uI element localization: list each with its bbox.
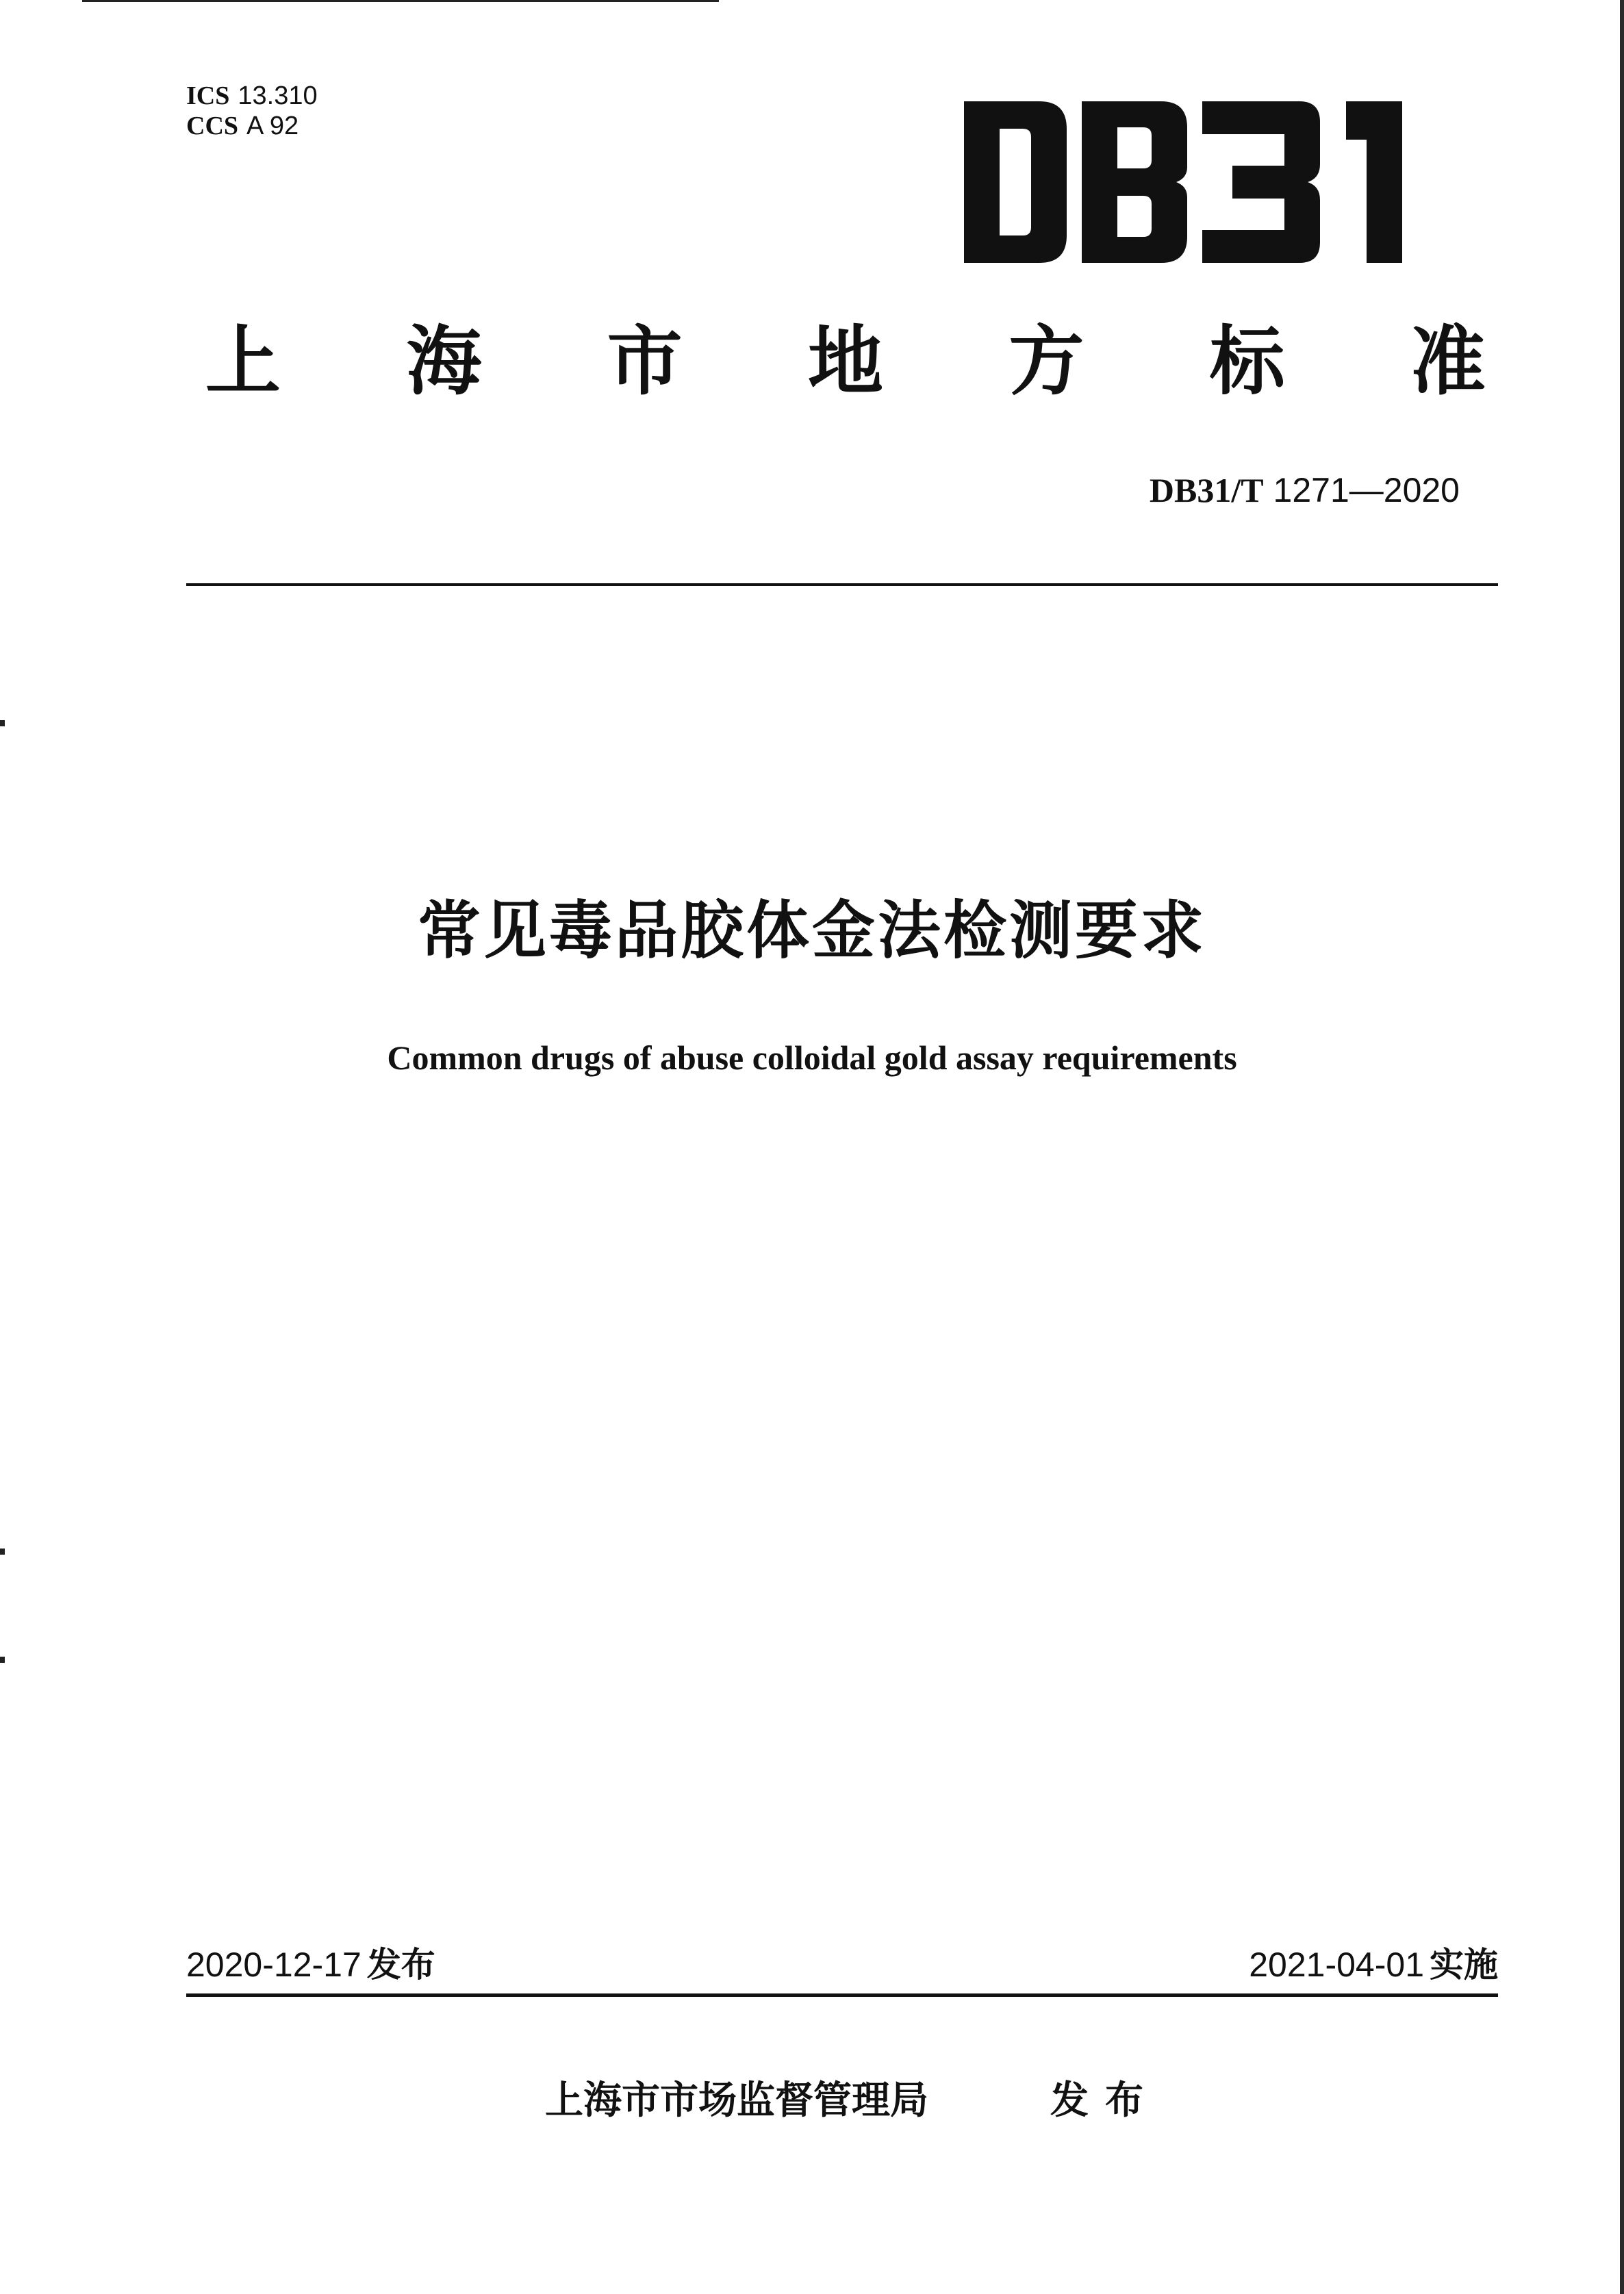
- scan-artifact-right-edge: [1620, 0, 1624, 2294]
- standard-type-char: 准: [1410, 318, 1486, 405]
- publisher-name: 上海市市场监督管理局: [545, 2078, 928, 2123]
- standard-type-char: 上: [205, 318, 281, 405]
- scan-artifact-top-center: [301, 0, 719, 2]
- standard-number-value: 1271—2020: [1273, 471, 1460, 509]
- footer-divider: [186, 1993, 1498, 1997]
- issue-date: [186, 1944, 435, 1985]
- scan-artifact-dot: [0, 1657, 5, 1663]
- ics-value: 13.310: [238, 81, 318, 110]
- classification-codes: [186, 81, 318, 141]
- ccs-label: CCS: [186, 112, 239, 140]
- standard-number: [1150, 470, 1460, 511]
- db31-logo-mark: [964, 101, 1410, 263]
- standard-type-char: 海: [406, 318, 482, 405]
- implementation-date-label: 实施: [1430, 1945, 1498, 1985]
- ccs-code: [186, 111, 318, 141]
- standard-type-char: 标: [1209, 318, 1285, 405]
- implementation-date-value: 2021-04-01: [1249, 1946, 1424, 1984]
- standard-type-char: 市: [607, 318, 683, 405]
- scan-artifact-dot: [0, 1549, 5, 1555]
- header-divider: [186, 583, 1498, 586]
- implementation-date: [1249, 1944, 1498, 1985]
- ics-code: [186, 81, 318, 111]
- standard-type-char: 方: [1008, 318, 1084, 405]
- ics-label: ICS: [186, 81, 230, 110]
- standard-type-title: [205, 320, 1486, 403]
- ccs-value: A 92: [246, 112, 299, 140]
- issue-date-label: 发布: [366, 1945, 435, 1985]
- standard-type-char: 地: [807, 318, 883, 405]
- english-title: Common drugs of abuse colloidal gold assay requirements: [387, 1038, 1237, 1077]
- standard-number-prefix: DB31/T: [1149, 471, 1264, 509]
- db31-logo: [964, 101, 1410, 263]
- chinese-title: 常见毒品胶体金法检测要求: [417, 894, 1206, 967]
- scan-artifact-dot: [0, 720, 5, 726]
- scan-artifact-top-left: [82, 0, 308, 2]
- issue-date-value: 2020-12-17: [186, 1946, 361, 1984]
- publisher-action: 发布: [1050, 2078, 1160, 2123]
